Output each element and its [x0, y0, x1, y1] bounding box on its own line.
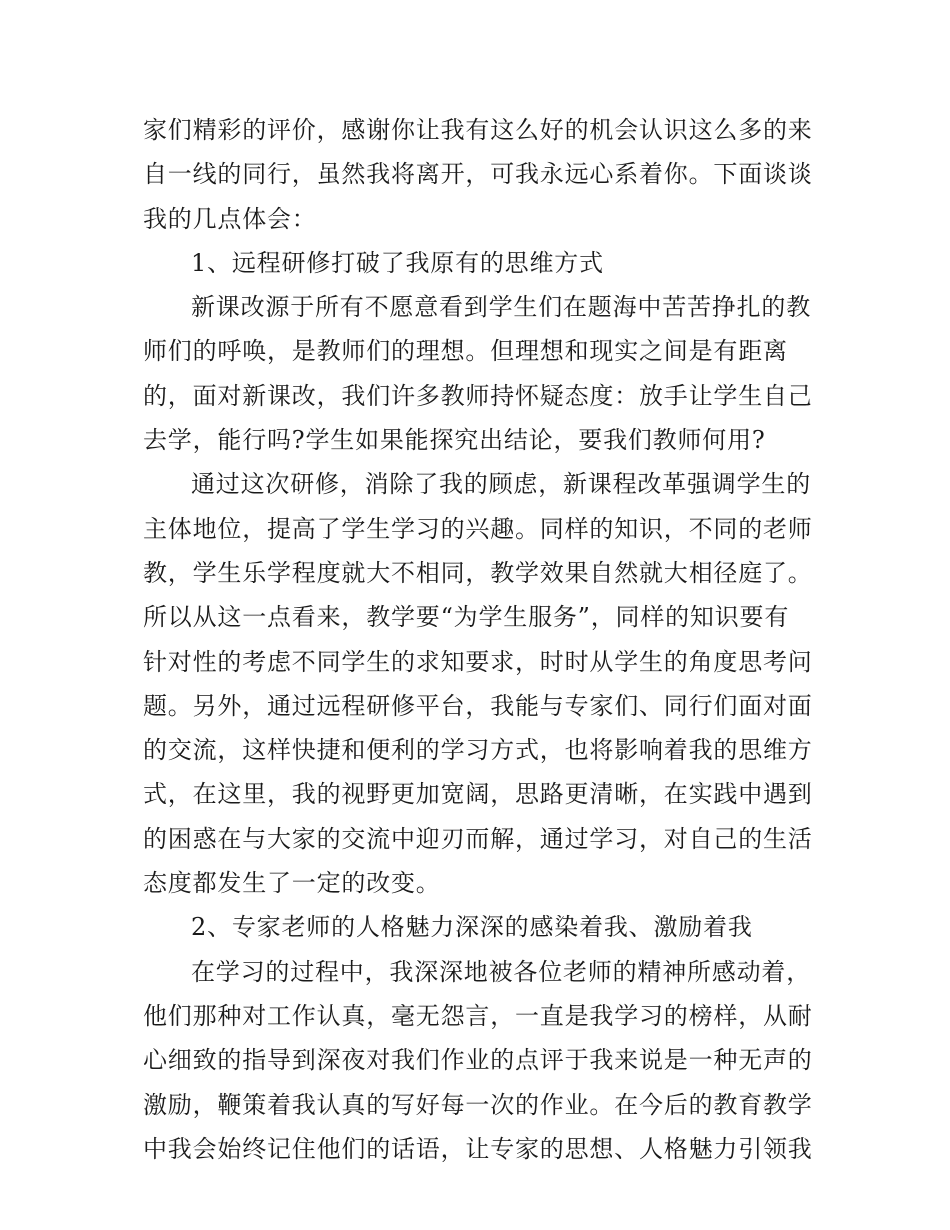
text-line: 家们精彩的评价，感谢你让我有这么好的机会认识这么多的来 — [143, 116, 813, 144]
text-line: 主体地位，提高了学生学习的兴趣。同样的知识，不同的老师 — [143, 514, 813, 543]
text-line: 心细致的指导到深夜对我们作业的点评于我来说是一种无声的 — [143, 1046, 813, 1075]
text-line: 通过这次研修，消除了我的顾虑，新课程改革强调学生的 — [191, 470, 811, 499]
text-line: 去学，能行吗?学生如果能探究出结论，要我们教师何用? — [143, 426, 766, 455]
text-line: 新课改源于所有不愿意看到学生们在题海中苦苦挣扎的教 — [191, 293, 811, 322]
text-line: 所以从这一点看来，教学要“为学生服务”，同样的知识要有 — [143, 603, 790, 632]
text-line: 的交流，这样快捷和便利的学习方式，也将影响着我的思维方 — [143, 736, 813, 765]
text-line: 教，学生乐学程度就大不相同，教学效果自然就大相径庭了。 — [143, 558, 813, 587]
text-line: 1、远程研修打破了我原有的思维方式 — [191, 248, 604, 277]
text-line: 态度都发生了一定的改变。 — [143, 869, 441, 898]
text-line: 激励，鞭策着我认真的写好每一次的作业。在今后的教育教学 — [143, 1090, 813, 1119]
document-body — [143, 108, 811, 1171]
text-line: 的，面对新课改，我们许多教师持怀疑态度：放手让学生自己 — [143, 381, 813, 410]
text-line: 的困惑在与大家的交流中迎刃而解，通过学习，对自己的生活 — [143, 824, 813, 853]
text-line: 题。另外，通过远程研修平台，我能与专家们、同行们面对面 — [143, 691, 813, 720]
text-line: 中我会始终记住他们的话语，让专家的思想、人格魅力引领我 — [143, 1134, 813, 1163]
text-line: 在学习的过程中，我深深地被各位老师的精神所感动着， — [191, 957, 811, 986]
text-line: 他们那种对工作认真，毫无怨言，一直是我学习的榜样，从耐 — [143, 1001, 813, 1030]
text-line: 2、专家老师的人格魅力深深的感染着我、激励着我 — [191, 913, 753, 942]
text-line: 式，在这里，我的视野更加宽阔，思路更清晰，在实践中遇到 — [143, 780, 813, 809]
text-line: 我的几点体会： — [143, 204, 317, 233]
text-line: 师们的呼唤，是教师们的理想。但理想和现实之间是有距离 — [143, 337, 788, 366]
text-line: 针对性的考虑不同学生的求知要求，时时从学生的角度思考问 — [143, 647, 813, 676]
text-line: 自一线的同行，虽然我将离开，可我永远心系着你。下面谈谈 — [143, 160, 813, 189]
